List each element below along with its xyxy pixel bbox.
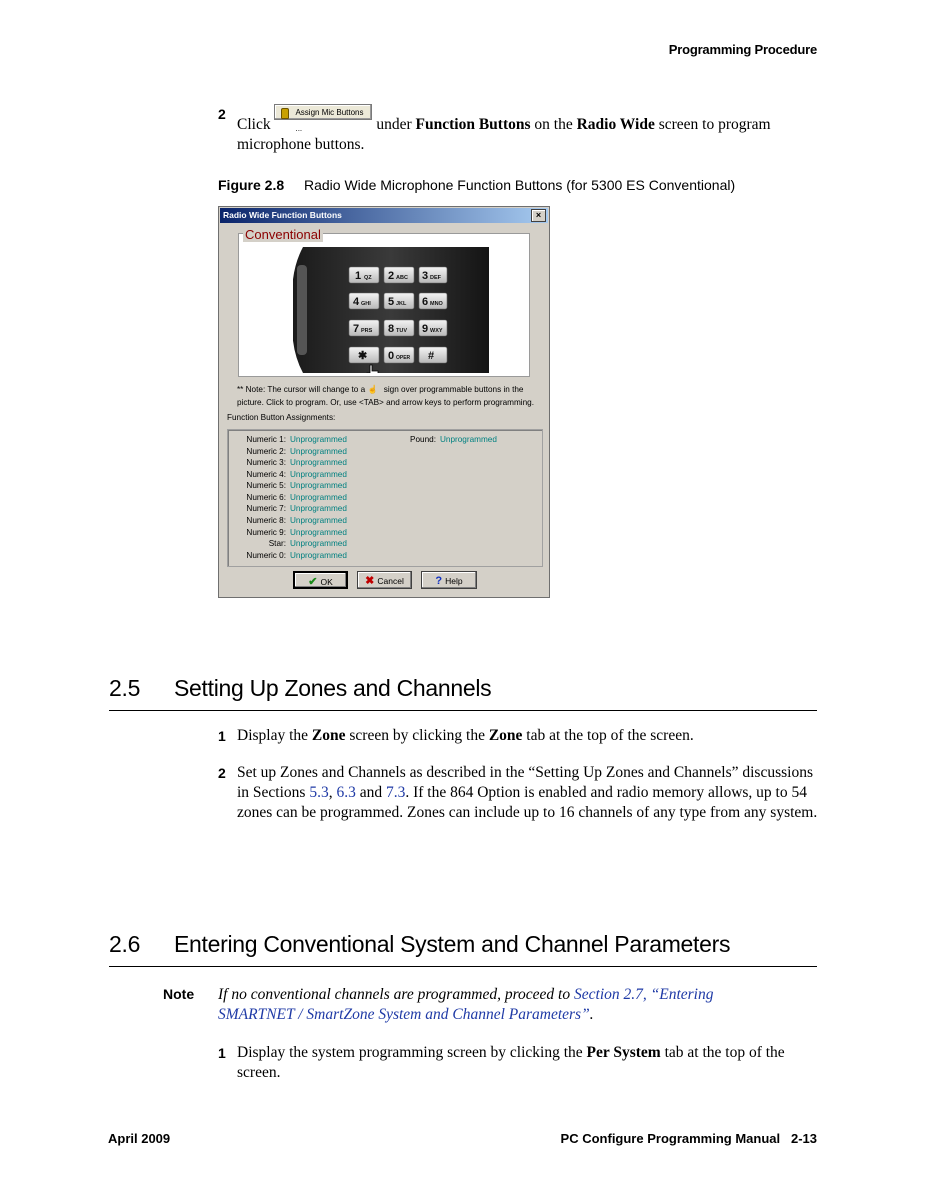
assignment-value-text: Unprogrammed [290,504,347,513]
svg-text:QZ: QZ [364,275,372,281]
assignment-value-text: Unprogrammed [290,493,347,502]
svg-text:6: 6 [422,296,429,308]
key-7[interactable] [349,320,379,336]
step-text: screen by clicking the [349,727,485,744]
per-system-step-1 [218,1043,818,1085]
dialog-titlebar [220,208,548,223]
figure-caption [218,177,736,193]
svg-text:3: 3 [422,270,429,282]
assignment-value-text: Unprogrammed [290,528,347,537]
svg-text:DEF: DEF [430,275,441,281]
step-bold-per-system: Per System [586,1044,661,1061]
radio-wide-function-buttons-dialog [218,206,550,598]
figure-label: Figure 2.8 [218,177,285,193]
step-text: tab at the top of the screen. [526,727,694,744]
svg-text:0: 0 [388,350,395,362]
step-bold-zone: Zone [311,727,346,744]
running-header: Programming Procedure [668,42,817,57]
group-legend: Conventional [245,227,321,242]
footer-date: April 2009 [108,1131,171,1146]
assignment-key: Numeric 6: [246,493,286,502]
section-rule [109,710,817,711]
svg-text:9: 9 [422,323,429,335]
footer-manual-title: PC Configure Programming Manual [560,1131,781,1146]
help-button[interactable] [421,571,477,589]
assignment-key: Numeric 5: [246,481,286,490]
key-6[interactable] [419,293,447,309]
key-4[interactable] [349,293,379,309]
zone-step-1 [218,726,818,748]
assignments-panel [227,429,543,567]
step-bold-radio-wide: Radio Wide [576,116,655,133]
assignment-key: Numeric 2: [246,447,286,456]
assignment-key: Pound: [410,435,436,444]
svg-text:MNO: MNO [430,301,443,307]
svg-text:7: 7 [353,323,360,335]
assignment-key: Numeric 8: [246,516,286,525]
figure-title: Radio Wide Microphone Function Buttons (for 5300 ES Conventional) [304,177,736,193]
key-3[interactable] [419,267,447,283]
svg-text:2: 2 [388,270,395,282]
step-text: Set up Zones and Channels as described in the “Setting Up Zones and Channels” discussions in Sections [237,764,813,801]
step-assign-mic [218,104,818,153]
hand-pointer-icon: ☝ [367,385,378,394]
note-text-a: ** Note: The cursor will change to a [237,385,366,394]
assignment-key: Numeric 1: [246,435,286,444]
cancel-label: Cancel [377,576,404,586]
note-text-c: picture. Click to program. Or, use <TAB> and arrow keys to perform programming. [237,398,534,407]
assignment-value-text: Unprogrammed [290,539,347,548]
cancel-x-icon: ✖ [365,575,375,587]
step-text: . If the 864 Option is enabled and radio memory allows, up to 54 zones can be programmed. Zones can include up to 16 channels of any type from any system. [237,784,818,821]
svg-text:✱: ✱ [358,350,368,362]
svg-text:JKL: JKL [396,301,407,307]
svg-text:#: # [428,350,435,362]
key-8[interactable] [384,320,414,336]
assignment-value-text: Unprogrammed [290,435,347,444]
section-rule [109,966,817,967]
note-label: Note [163,986,195,1002]
key-pound[interactable] [419,347,447,363]
link-section-5-3[interactable]: 5.3 [309,784,329,801]
footer-page-number: 2-13 [790,1131,817,1146]
step-text: under [376,116,412,133]
assignment-value-text: Unprogrammed [290,481,347,490]
section-2-5-number: 2.5 [109,675,141,701]
svg-text:8: 8 [388,323,395,335]
assign-mic-buttons-label: Assign Mic Buttons ... [295,108,364,133]
link-section-2-7[interactable]: Section 2.7, “Entering SMARTNET / SmartZone System and Channel Parameters” [218,986,714,1023]
cancel-button[interactable] [357,571,412,589]
link-section-7-3[interactable]: 7.3 [385,784,406,801]
note-body: If no conventional channels are programmed, proceed to [218,986,571,1003]
note-text [218,985,778,1025]
step-number: 2 [218,106,226,122]
step-text: , [328,784,333,801]
step-bold-zone-tab: Zone [488,727,523,744]
step-text: on the [534,116,573,133]
section-2-6-number: 2.6 [109,931,141,957]
link-section-6-3[interactable]: 6.3 [336,784,356,801]
key-star[interactable] [349,347,379,363]
svg-text:1: 1 [355,270,362,282]
note-body: . [589,1006,594,1023]
svg-text:TUV: TUV [396,328,407,334]
key-9[interactable] [419,320,447,336]
step-text: screen to program microphone buttons. [237,116,771,153]
step-text: tab at the top of the screen. [237,1044,785,1081]
assignment-key: Numeric 4: [246,470,286,479]
help-label: Help [445,576,463,586]
svg-text:PRS: PRS [361,328,373,334]
assignment-key: Numeric 3: [246,458,286,467]
svg-text:OPER: OPER [396,355,411,361]
dialog-title: Radio Wide Function Buttons [223,210,342,220]
function-button-assignments-label: Function Button Assignments: [227,413,336,422]
svg-text:ABC: ABC [396,275,408,281]
step-text: Display the system programming screen by clicking the [237,1044,583,1061]
checkmark-icon: ✔ [308,576,318,588]
step-number: 1 [218,1045,226,1061]
step-bold-function-buttons: Function Buttons [415,116,531,133]
assignment-key: Star: [268,539,286,548]
close-icon[interactable]: × [531,209,546,222]
assignment-key: Numeric 7: [246,504,286,513]
programming-note [237,383,537,409]
keypad-side-grip [297,265,307,355]
section-2-5-title: Setting Up Zones and Channels [174,675,492,701]
section-2-6-title: Entering Conventional System and Channel Parameters [174,931,731,957]
step-text: and [359,784,383,801]
assignment-value-text: Unprogrammed [290,458,347,467]
footer-manual [561,1131,817,1146]
key-2[interactable] [384,267,414,283]
zone-step-2 [218,763,818,847]
assignment-value-text: Unprogrammed [290,470,347,479]
assignment-value-text: Unprogrammed [290,551,347,560]
assignment-value-text: Unprogrammed [440,435,497,444]
note-text-b: sign over programmable buttons in the [383,385,524,394]
svg-text:5: 5 [388,296,395,308]
step-text: Click [237,116,271,133]
assignment-value-text: Unprogrammed [290,447,347,456]
key-5[interactable] [384,293,414,309]
microphone-icon [281,108,289,119]
assignment-key: Numeric 0: [246,551,286,560]
assignment-key: Numeric 9: [246,528,286,537]
key-1[interactable] [349,267,379,283]
svg-text:WXY: WXY [430,328,443,334]
ok-button[interactable] [293,571,348,589]
svg-text:GHI: GHI [361,301,371,307]
assign-mic-buttons-button[interactable] [274,104,372,133]
step-number: 2 [218,765,226,781]
assignment-value-text: Unprogrammed [290,516,347,525]
ok-label: OK [320,577,333,587]
step-text: Display the [237,727,309,744]
svg-text:4: 4 [353,296,360,308]
microphone-keypad-image [293,247,489,373]
step-number: 1 [218,728,226,744]
key-0[interactable] [384,347,414,363]
help-question-icon: ? [435,575,443,587]
